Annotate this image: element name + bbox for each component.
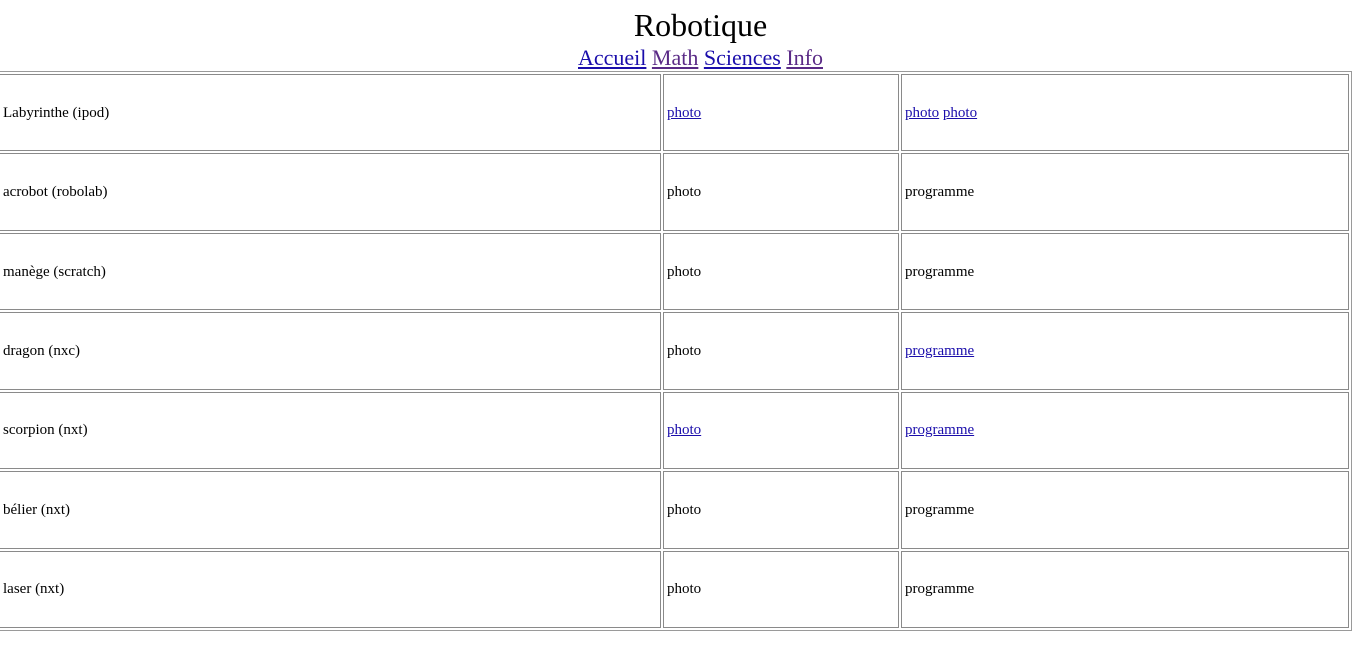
photo-cell xyxy=(663,233,899,310)
robot-name: scorpion (nxt) xyxy=(3,422,88,439)
table-row xyxy=(0,312,1349,389)
robot-table-body xyxy=(0,74,1349,628)
photo-link[interactable]: photo xyxy=(667,422,702,439)
nav-bar xyxy=(0,44,1371,72)
table-row xyxy=(0,233,1349,310)
photo-cell xyxy=(663,392,899,469)
photo-cell xyxy=(663,74,899,151)
photo-link[interactable]: photo xyxy=(942,104,978,121)
robot-table xyxy=(0,72,1351,630)
extras-cell xyxy=(901,312,1349,389)
robot-name: laser (nxt) xyxy=(3,581,65,598)
extras-cell xyxy=(901,74,1349,151)
extras-cell xyxy=(901,392,1349,469)
robot-name: acrobot (robolab) xyxy=(3,184,108,201)
photo-cell xyxy=(663,153,899,230)
photo-text: photo xyxy=(667,342,702,359)
robot-table-container xyxy=(0,71,1352,631)
robot-name: dragon (nxc) xyxy=(3,342,81,359)
programme-text: programme xyxy=(905,184,975,201)
photo-cell xyxy=(663,312,899,389)
page-title: Robotique xyxy=(633,7,768,43)
robot-name-cell xyxy=(0,551,661,628)
robot-name-cell xyxy=(0,74,661,151)
nav-link-info[interactable]: Info xyxy=(786,45,823,70)
extras-cell xyxy=(901,153,1349,230)
photo-link[interactable]: photo xyxy=(667,104,702,121)
programme-text: programme xyxy=(905,501,975,518)
robot-name-cell xyxy=(0,233,661,310)
robot-name-cell xyxy=(0,153,661,230)
nav-link-math[interactable]: Math xyxy=(651,45,699,70)
table-row xyxy=(0,471,1349,548)
robot-name: manège (scratch) xyxy=(3,263,106,280)
robot-name-cell xyxy=(0,392,661,469)
nav-link-sciences[interactable]: Sciences xyxy=(703,45,781,70)
extras-cell xyxy=(901,471,1349,548)
table-row xyxy=(0,392,1349,469)
photo-text: photo xyxy=(667,501,702,518)
photo-text: photo xyxy=(667,263,702,280)
robot-name-cell xyxy=(0,312,661,389)
programme-text: programme xyxy=(905,263,975,280)
photo-text: photo xyxy=(667,184,702,201)
table-row xyxy=(0,551,1349,628)
robot-name: bélier (nxt) xyxy=(3,501,71,518)
photo-link[interactable]: photo xyxy=(905,104,940,121)
programme-link[interactable]: programme xyxy=(905,422,975,439)
robot-name: Labyrinthe (ipod) xyxy=(3,104,110,121)
extras-cell xyxy=(901,551,1349,628)
photo-cell xyxy=(663,471,899,548)
extras-cell xyxy=(901,233,1349,310)
programme-link[interactable]: programme xyxy=(905,342,975,359)
table-row xyxy=(0,153,1349,230)
robot-name-cell xyxy=(0,471,661,548)
table-row xyxy=(0,74,1349,151)
photo-text: photo xyxy=(667,581,702,598)
photo-cell xyxy=(663,551,899,628)
programme-text: programme xyxy=(905,581,975,598)
nav-link-accueil[interactable]: Accueil xyxy=(578,45,647,70)
